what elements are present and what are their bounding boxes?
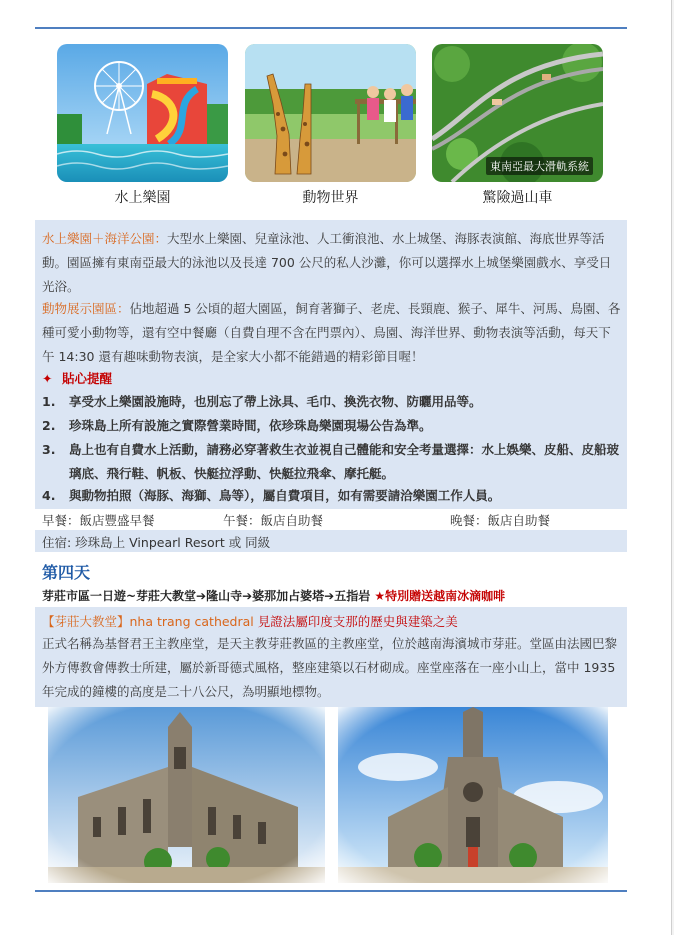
tip-text: 享受水上樂園設施時，也別忘了帶上泳具、毛巾、換洗衣物、防曬用品等。 [69,394,482,409]
zoo-text: 佔地超過 5 公頃的超大園區，飼育著獅子、老虎、長頸鹿、猴子、犀牛、河馬、鳥園、各種可愛小動物等，還有空中餐廳（自費自理不含在門票內）、鳥園、海洋世界、動物表演等活動，每天下午 14:30 還有趣味動物表演，是全家大小都不能錯過的精彩節目喔！ [42,301,621,364]
tip-number: 2. [42,418,56,433]
zoo-heading: 動物展示園區： [42,301,130,316]
photo-caption-coaster: 驚險過山車 [482,190,553,206]
tips-heading [42,369,112,387]
lunch: 午餐：飯店自助餐 [223,513,324,528]
cathedral-photo-right [338,707,608,883]
tip-number: 3. [42,442,56,457]
cathedral-headline: 見證法屬印度支那的歷史與建築之美 [257,614,458,629]
coaster-badge: 東南亞最大滑軌系統 [486,157,593,175]
tip-text: 珍珠島上所有設施之實際營業時間，依珍珠島樂園現場公告為準。 [69,418,432,433]
photo-caption-waterpark: 水上樂園 [114,190,171,206]
star-icon: ✦ [42,371,53,386]
day-route [42,587,505,604]
zoo-photo [245,44,416,182]
waterpark-heading: 水上樂園＋海洋公園： [42,231,168,246]
route-text: 芽莊市區一日遊~芽莊大教堂➔隆山寺➔婆那加占婆塔➔五指岩 [42,589,371,603]
day-title: 第四天 [42,563,91,582]
stay-row [35,530,627,552]
giraffe-illustration [245,44,416,182]
cathedral-tag: 【芽莊大教堂】nha trang cathedral [42,614,254,629]
cathedral-photo-left [48,707,325,883]
tip-text: 與動物拍照（海豚、海獅、鳥等），屬自費項目，如有需要請洽樂園工作人員。 [69,488,501,503]
bottom-divider [35,890,627,892]
waterpark-illustration [57,44,228,182]
gift-note: ★特別贈送越南冰滴咖啡 [374,589,506,603]
cathedral-heading [42,612,458,630]
meals-row [35,509,627,529]
cathedral-illustration-right [338,707,608,883]
tip-number: 4. [42,488,56,503]
tip-text: 島上也有自費水上活動，請務必穿著救生衣並視自己體能和安全考量選擇：水上娛樂、皮船、皮船玻璃底、飛行鞋、帆板、快艇拉浮動、快艇拉飛傘、摩托艇。 [69,442,620,481]
dinner: 晚餐：飯店自助餐 [450,513,551,528]
coaster-photo [432,44,603,182]
accommodation: 住宿: 珍珠島上 Vinpearl Resort 或 同級 [42,535,271,550]
waterpark-text: 大型水上樂園、兒童泳池、人工衝浪池、水上城堡、海豚表演館、海底世界等活動。園區擁有東南亞最大的泳池以及長達 700 公尺的私人沙灘，你可以選擇水上城堡樂園戲水、享受日光浴。 [42,231,612,294]
waterpark-paragraph [42,227,622,299]
waterpark-photo [57,44,228,182]
cathedral-illustration-left [48,707,325,883]
tips-title: 貼心提醒 [62,371,113,386]
zoo-paragraph [42,297,622,369]
breakfast: 早餐：飯店豐盛早餐 [42,513,155,528]
tip-number: 1. [42,394,56,409]
cathedral-paragraph: 正式名稱為基督君王主教座堂，是天主教芽莊教區的主教座堂，位於越南海濱城市芽莊。堂區由法國巴黎外方傳教會傳教士所建，屬於新哥德式風格，整座建築以石材砌成。座堂座落在一座小山上，當中 1935 年完成的鐘樓的高度是二十八公尺，為明顯地標物。 [42,636,618,699]
photo-caption-zoo: 動物世界 [302,190,359,206]
